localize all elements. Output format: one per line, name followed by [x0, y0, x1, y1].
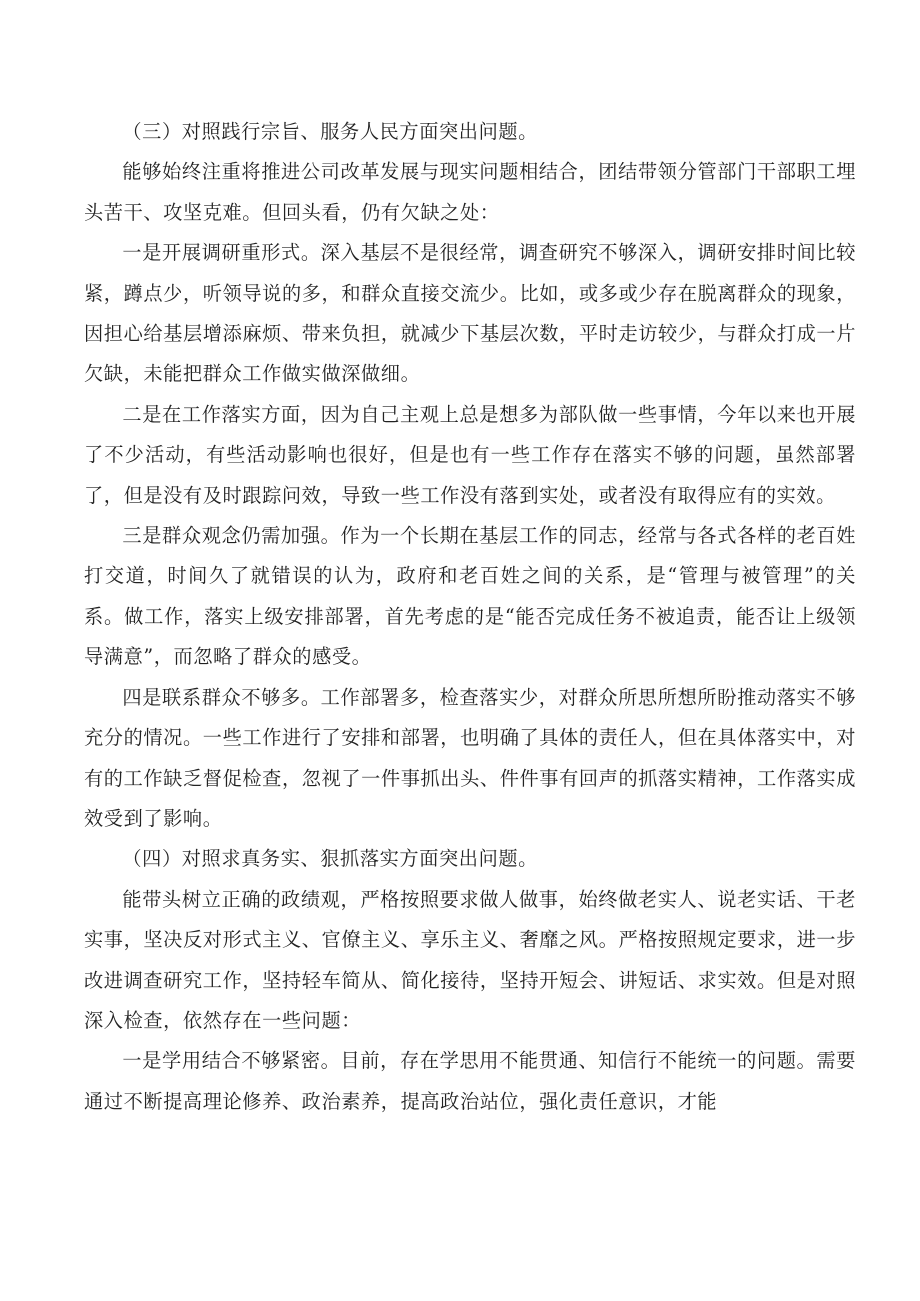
document-body — [84, 112, 856, 1122]
section-heading-4: （四）对照求真务实、狠抓落实方面突出问题。 — [122, 847, 538, 871]
paragraph-intro-3: 能够始终注重将推进公司改革发展与现实问题相结合，团结带领分管部门干部职工埋头苦干、攻坚克难。但回头看，仍有欠缺之处： — [84, 160, 856, 224]
section-heading-3: （三）对照践行宗旨、服务人民方面突出问题。 — [122, 120, 538, 143]
paragraph-issue-3: 三是群众观念仍需加强。作为一个长期在基层工作的同志，经常与各式各样的老百姓打交道，时间久了就错误的认为，政府和老百姓之间的关系，是“管理与被管理”的关系。做工作，落实上级安排部署，首先考虑的是“能否完成任务不被追责，能否让上级领导满意”，而忽略了群众的感受。 — [84, 524, 856, 669]
paragraph-issue-4: 四是联系群众不够多。工作部署多，检查落实少，对群众所思所想所盼推动落实不够充分的情况。一些工作进行了安排和部署，也明确了具体的责任人，但在具体落实中，对有的工作缺乏督促检查，忽视了一件事抓出头、件件事有回声的抓落实精神，工作落实成效受到了影响。 — [84, 685, 856, 830]
paragraph-issue-2: 二是在工作落实方面，因为自己主观上总是想多为部队做一些事情，今年以来也开展了不少活动，有些活动影响也很好，但是也有一些工作存在落实不够的问题，虽然部署了，但是没有及时跟踪问效，导致一些工作没有落到实处，或者没有取得应有的实效。 — [84, 402, 856, 507]
paragraph-issue-1: 一是开展调研重形式。深入基层不是很经常，调查研究不够深入，调研安排时间比较紧，蹲点少，听领导说的多，和群众直接交流少。比如，或多或少存在脱离群众的现象，因担心给基层增添麻烦、带来负担，就减少下基层次数，平时走访较少，与群众打成一片欠缺，未能把群众工作做实做深做细。 — [84, 241, 856, 386]
paragraph-issue-5: 一是学用结合不够紧密。目前，存在学思用不能贯通、知信行不能统一的问题。需要通过不断提高理论修养、政治素养，提高政治站位，强化责任意识，才能 — [84, 1049, 856, 1113]
paragraph-intro-4: 能带头树立正确的政绩观，严格按照要求做人做事，始终做老实人、说老实话、干老实事，坚决反对形式主义、官僚主义、享乐主义、奢靡之风。严格按照规定要求，进一步改进调查研究工作，坚持轻车简从、简化接待，坚持开短会、讲短话、求实效。但是对照深入检查，依然存在一些问题： — [84, 887, 856, 1032]
